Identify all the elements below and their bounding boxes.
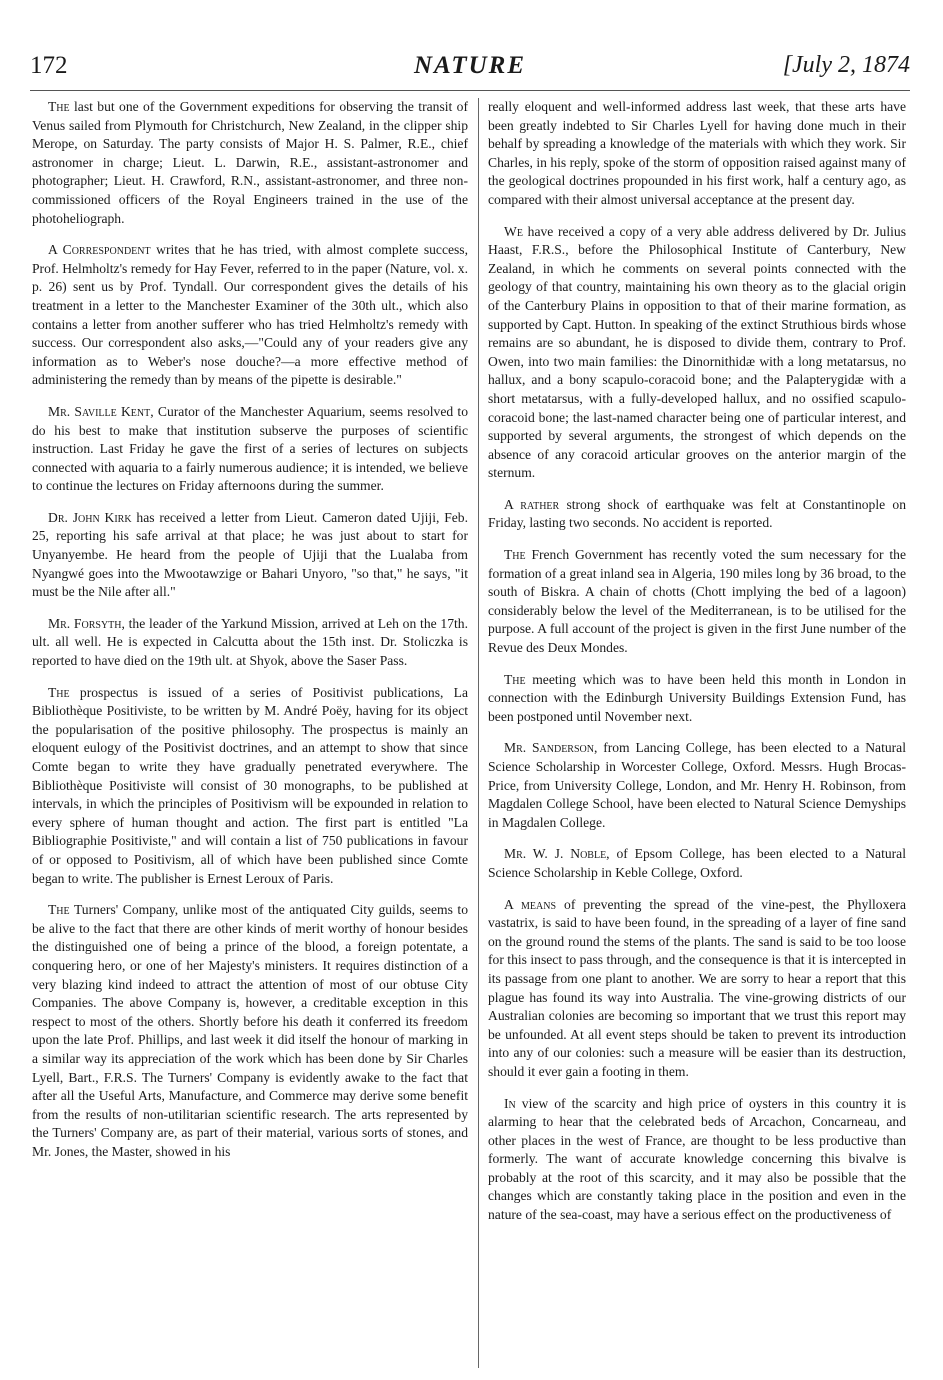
paragraph-text: of Epsom College, has been elected to a Natural Science Scholarship in Keble College, Oxford. xyxy=(488,846,906,880)
paragraph-noble xyxy=(488,845,906,882)
paragraph-lead: Mr. Forsyth, xyxy=(48,615,125,631)
paragraph-oysters xyxy=(488,1095,906,1225)
paragraph-text: writes that he has tried, with almost complete success, Prof. Helmholtz's remedy for Hay Fever, referred to in the paper (Nature, vol. x. p. 26) sent us by Prof. Tyndall. Our correspondent gives the details of his treatment in a letter to the Manchester Examiner of the 30th ult., which also contains a letter from another sufferer who has tried Helmholtz's remedy with success. Our correspondent also asks,—"Could any of your readers give any information as to Weber's nose douche?—a more effective method of administering the remedy than by means of the pipette is desirable." xyxy=(32,242,468,388)
paragraph-lead: We xyxy=(504,223,523,239)
paragraph-text: really eloquent and well-informed address last week, that these arts have been greatly indebted to Sir Charles Lyell for having done much in their behalf by spreading a knowledge of the materials with which they work. Sir Charles, in his reply, spoke of the storm of opposition raised against many of the geological doctrines propounded in his first work, half a century ago, as compared with their almost universal acceptance at the present day. xyxy=(488,99,906,207)
paragraph-phylloxera xyxy=(488,896,906,1082)
paragraph-lead: A Correspondent xyxy=(48,242,151,258)
paragraph-lyell-continued xyxy=(488,98,906,210)
right-column xyxy=(488,98,906,1234)
paragraph-lead: In xyxy=(504,1095,516,1111)
paragraph-kirk xyxy=(32,509,468,602)
paragraph-text: the leader of the Yarkund Mission, arrived at Leh on the 17th. ult. all well. He is expected in Calcutta about the 15th inst. Dr. Stoliczka is reported to have died on the 19th ult. at Shyok, above the Saser Pass. xyxy=(32,615,468,669)
paragraph-text: from Lancing College, has been elected to a Natural Science Scholarship in Worcester College, Oxford. Messrs. Hugh Brocas-Price, from University College, London, and Mr. Henry H. Robinson, from Magdalen College School, have been elected to Natural Science Demyships in Magdalen College. xyxy=(488,740,906,830)
paragraph-haast xyxy=(488,223,906,483)
column-divider xyxy=(478,98,479,1368)
paragraph-text: prospectus is issued of a series of Positivist publications, La Bibliothèque Positiviste, to be written by M. André Poëy, having for its object the popularisation of the positive philosophy. The prospectus is mainly an eloquent eulogy of the Positivist doctrines, and an attempt to show that since Comte began to write they have gradually penetrated everywhere. The Bibliothèque Positiviste will consist of 30 monographs, to be published at intervals, in which the principles of Positivism will be expounded in relation to every sphere of human thought and action. The first part is entitled "La Bibliographie Positiviste," and will contain a list of 750 publications in favour of or opposed to Positivism, all of which have been published since Comte began to write. The publisher is Ernest Leroux of Paris. xyxy=(32,684,468,886)
paragraph-text: has received a letter from Lieut. Cameron dated Ujiji, Feb. 25, reporting his safe arrival at that place; he was just about to start for Unyanyembe. He heard from the people of Ujiji that the Lualaba from Nyangwé goes into the Mwootawzige or Bahari Unyoro, "so that," he says, "it must be the Nile after all." xyxy=(32,509,469,600)
journal-title: NATURE xyxy=(413,52,527,79)
paragraph-edinburgh xyxy=(488,671,906,727)
paragraph-lead: The xyxy=(48,99,70,114)
paragraph-lead: Dr. John Kirk xyxy=(48,509,132,525)
paragraph-positivist xyxy=(32,684,468,889)
paragraph-text: strong shock of earthquake was felt at Constantinople on Friday, lasting two seconds. No accident is reported. xyxy=(488,496,906,531)
issue-date: [July 2, 1874 xyxy=(782,52,910,78)
paragraph-algeria-sea xyxy=(488,546,906,658)
paragraph-text: view of the scarcity and high price of oysters in this country it is alarming to hear that the celebrated beds of Arcachon, Concarneau, and other places in the west of France, are thought to be less productive than formerly. The want of accurate knowledge concerning this bivalve is probably at the root of this scarcity, and it may also be possible that the changes which are constantly taking place in the position and even in the nature of the sea-coast, may have a serious effect on the productiveness of xyxy=(488,1095,906,1223)
paragraph-sanderson xyxy=(488,739,906,832)
paragraph-hay-fever xyxy=(32,241,468,390)
paragraph-transit-of-venus xyxy=(32,98,468,228)
paragraph-lead: A rather xyxy=(504,496,560,512)
paragraph-lead: The xyxy=(504,671,526,687)
paragraph-lead: The xyxy=(48,902,70,918)
paragraph-lead: Mr. Sanderson, xyxy=(504,740,598,756)
paragraph-text: French Government has recently voted the sum necessary for the formation of a great inland sea in Algeria, 190 miles long by 36 broad, to the south of Biskra. A chain of chotts (Chott implying the bed of a lagoon) considerably below the level of the Mediterranean, is to be utilised for the purpose. A full account of the project is given in the first June number of the Revue des Deux Mondes. xyxy=(488,547,906,656)
paragraph-text: meeting which was to have been held this month in London in connection with the Edinburgh University Buildings Extension Fund, has been postponed until November next. xyxy=(488,671,906,724)
paragraph-text: of preventing the spread of the vine-pest, the Phylloxera vastatrix, is said to have been found, in the spreading of a layer of fine sand on the ground round the stems of the plants. The sand is said to be too loose for this insect to pass through, and the consequence is that it is intercepted in its passage from one plant to another. We are sorry to hear a report that this plague has found its way into Australia. The vine-growing districts of our Australian colonies are becoming so important that we trust this report may be unfounded. At all event steps should be taken to prevent its introduction into any of our colonies: such a measure will be easier than its destruction, should it ever gain a footing in them. xyxy=(488,896,906,1079)
paragraph-text: Turners' Company, unlike most of the antiquated City guilds, seems to be alive to the fact that there are other kinds of merit worthy of honour besides the distinguished one of being a prince of the blood, a foreign potentate, a conquering hero, or one of her Majesty's ministers. It requires distinction of a very blazing kind indeed to attract the attention of most of our obtuse City Companies. The above Company is, however, a creditable exception in this respect to most of the others. Shortly before his death it conferred its freedom upon the late Prof. Phillips, and last week it did itself the honour of marking in a similar way its appreciation of the work which has been done by Sir Charles Lyell, Bart., F.R.S. The Turners' Company is evidently awake to the fact that after all the Useful Arts, Manufacture, and Commerce may derive some benefit from the results of non-utilitarian scientific research. The arts represented by the Turners' Company are, as part of their material, various sorts of stones, and Mr. Jones, the Master, showed in his xyxy=(32,902,468,1159)
paragraph-lead: Mr. W. J. Noble, xyxy=(504,846,610,862)
paragraph-forsyth xyxy=(32,615,468,671)
paragraph-lead: Mr. Saville Kent, xyxy=(48,403,154,419)
paragraph-aquarium xyxy=(32,403,468,496)
paragraph-text: Curator of the Manchester Aquarium, seems resolved to do his best to make that institution subserve the purposes of scientific instruction. Last Friday he gave the first of a series of lectures on subjects connected with aquaria to a fairly numerous audience; it is intended, we believe to continue the lectures on Friday afternoons during the summer. xyxy=(32,403,468,494)
paragraph-lead: The xyxy=(48,684,70,700)
paragraph-text: have received a copy of a very able address delivered by Dr. Julius Haast, F.R.S., before the Philosophical Institute of Canterbury, New Zealand, in which he comments on several points connected with the geology of that country, maintaining his own theory as to the glacial origin of the Canterbury Plains in opposition to that of their marine formation, as supported by Capt. Hutton. In speaking of the extinct Struthious birds whose remains are so abundant, he is disposed to divide them, contrary to Prof. Owen, into two main families: the Dinornithidæ with a long metatarsus, no hallux, and a bony scapulo-coracoid bone; and the Palapterygidæ with a short metatarsus, with a fully-developed hallux, and no ossified scapulo-coracoid bone; the last-named character being one of particular interest, and supported by several arguments, the strongest of which depends on the absence of any coracoid articular grooves on the anterior margin of the sternum. xyxy=(488,223,906,481)
paragraph-text: last but one of the Government expeditions for observing the transit of Venus sailed from Plymouth for Christchurch, New Zealand, in the clipper ship Merope, on Saturday. The party consists of Major H. S. Palmer, R.E., chief astronomer in charge; Lieut. L. Darwin, R.E., assistant-astronomer and photographer; Lieut. H. Crawford, R.N., assistant-astronomer, and three non-commissioned officers of the Royal Engineers trained in the use of the photoheliograph. xyxy=(32,99,468,226)
left-column xyxy=(32,98,468,1170)
page-header xyxy=(30,52,910,88)
paragraph-turners xyxy=(32,901,468,1161)
page-number: 172 xyxy=(30,52,68,79)
paragraph-lead: The xyxy=(504,547,526,563)
header-rule xyxy=(30,90,910,91)
paragraph-earthquake xyxy=(488,496,906,533)
paragraph-lead: A means xyxy=(504,896,557,912)
